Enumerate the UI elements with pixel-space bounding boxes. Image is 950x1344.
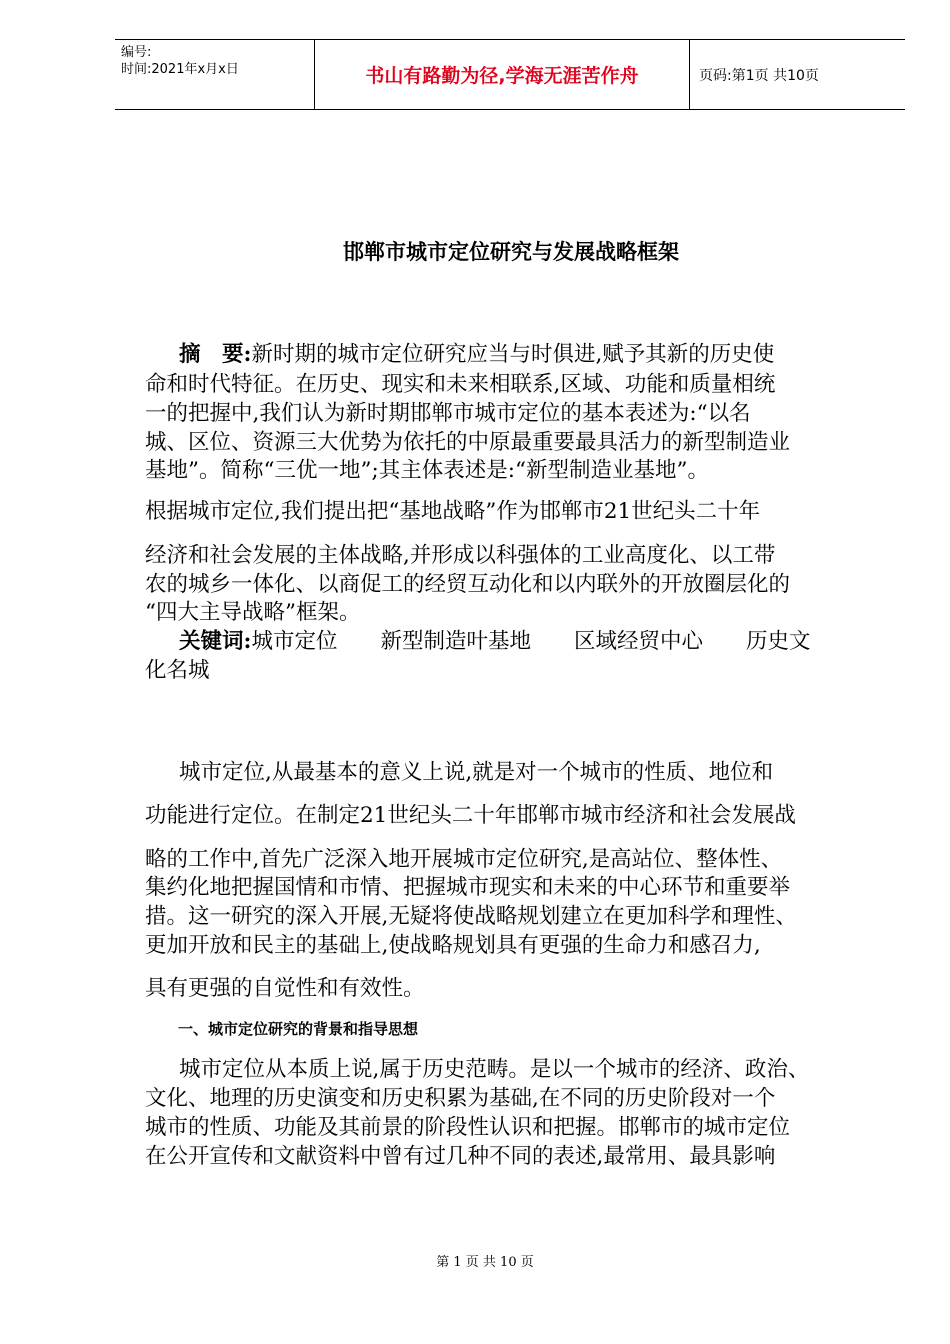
keywords-line-2: 化名城 — [145, 658, 210, 683]
abstract-line: 新时期的城市定位研究应当与时俱进,赋予其新的历史使 — [251, 342, 775, 367]
body-line: 具有更强的自觉性和有效性。 — [145, 976, 425, 1001]
abstract-first-line — [145, 337, 914, 368]
body-line: 在公开宣传和文献资料中曾有过几种不同的表述,最常用、最具影响 — [145, 1144, 776, 1169]
body-line: 文化、地理的历史演变和历史积累为基础,在不同的历史阶段对一个 — [145, 1086, 776, 1111]
document-header — [115, 39, 905, 110]
abstract-line: 根据城市定位,我们提出把“基地战略”作为邯郸市21世纪头二十年 — [145, 499, 761, 524]
time-label: 时间:2021年x月x日 — [121, 62, 239, 77]
header-page-info: 页码:第1页 共10页 — [699, 67, 819, 84]
abstract-line: 城、区位、资源三大优势为依托的中原最重要最具活力的新型制造业 — [145, 430, 791, 455]
keywords-label: 关键词: — [179, 629, 252, 654]
document-title: 邯郸市城市定位研究与发展战略框架 — [343, 240, 679, 264]
abstract-line: 经济和社会发展的主体战略,并形成以科强体的工业高度化、以工带 — [145, 543, 776, 568]
serial-label: 编号: — [121, 45, 152, 60]
abstract-line: 基地”。简称“三优一地”;其主体表述是:“新型制造业基地”。 — [145, 458, 709, 483]
header-meta-cell — [115, 40, 315, 109]
abstract-line: 命和时代特征。在历史、现实和未来相联系,区域、功能和质量相统 — [145, 372, 776, 397]
body-line: 集约化地把握国情和市情、把握城市现实和未来的中心环节和重要举 — [145, 875, 791, 900]
body-line: 功能进行定位。在制定21世纪头二十年邯郸市城市经济和社会发展战 — [145, 803, 796, 828]
abstract-line: 一的把握中,我们认为新时期邯郸市城市定位的基本表述为:“以名 — [145, 401, 751, 426]
abstract-line: “四大主导战略”框架。 — [145, 600, 361, 625]
body-line: 城市定位从本质上说,属于历史范畴。是以一个城市的经济、政治、 — [179, 1057, 810, 1082]
body-line: 城市定位,从最基本的意义上说,就是对一个城市的性质、地位和 — [179, 760, 774, 785]
section-heading: 一、城市定位研究的背景和指导思想 — [178, 1020, 419, 1038]
body-line: 略的工作中,首先广泛深入地开展城市定位研究,是高站位、整体性、 — [145, 847, 783, 872]
header-motto: 书山有路勤为径,学海无涯苦作舟 — [315, 40, 690, 109]
body-line: 城市的性质、功能及其前景的阶段性认识和把握。邯郸市的城市定位 — [145, 1115, 791, 1140]
body-line: 措。这一研究的深入开展,无疑将使战略规划建立在更加科学和理性、 — [145, 904, 797, 929]
body-line: 更加开放和民主的基础上,使战略规划具有更强的生命力和感召力, — [145, 933, 761, 958]
abstract-label: 摘 要: — [179, 342, 252, 367]
keywords-text: 城市定位 新型制造叶基地 区域经贸中心 历史文 — [251, 629, 811, 654]
abstract-line: 农的城乡一体化、以商促工的经贸互动化和以内联外的开放圈层化的 — [145, 572, 791, 597]
page-footer: 第 1 页 共 10 页 — [436, 1255, 534, 1270]
document-title-wrap — [0, 236, 950, 266]
page-footer-wrap — [0, 1251, 950, 1270]
keywords-line — [145, 624, 914, 655]
